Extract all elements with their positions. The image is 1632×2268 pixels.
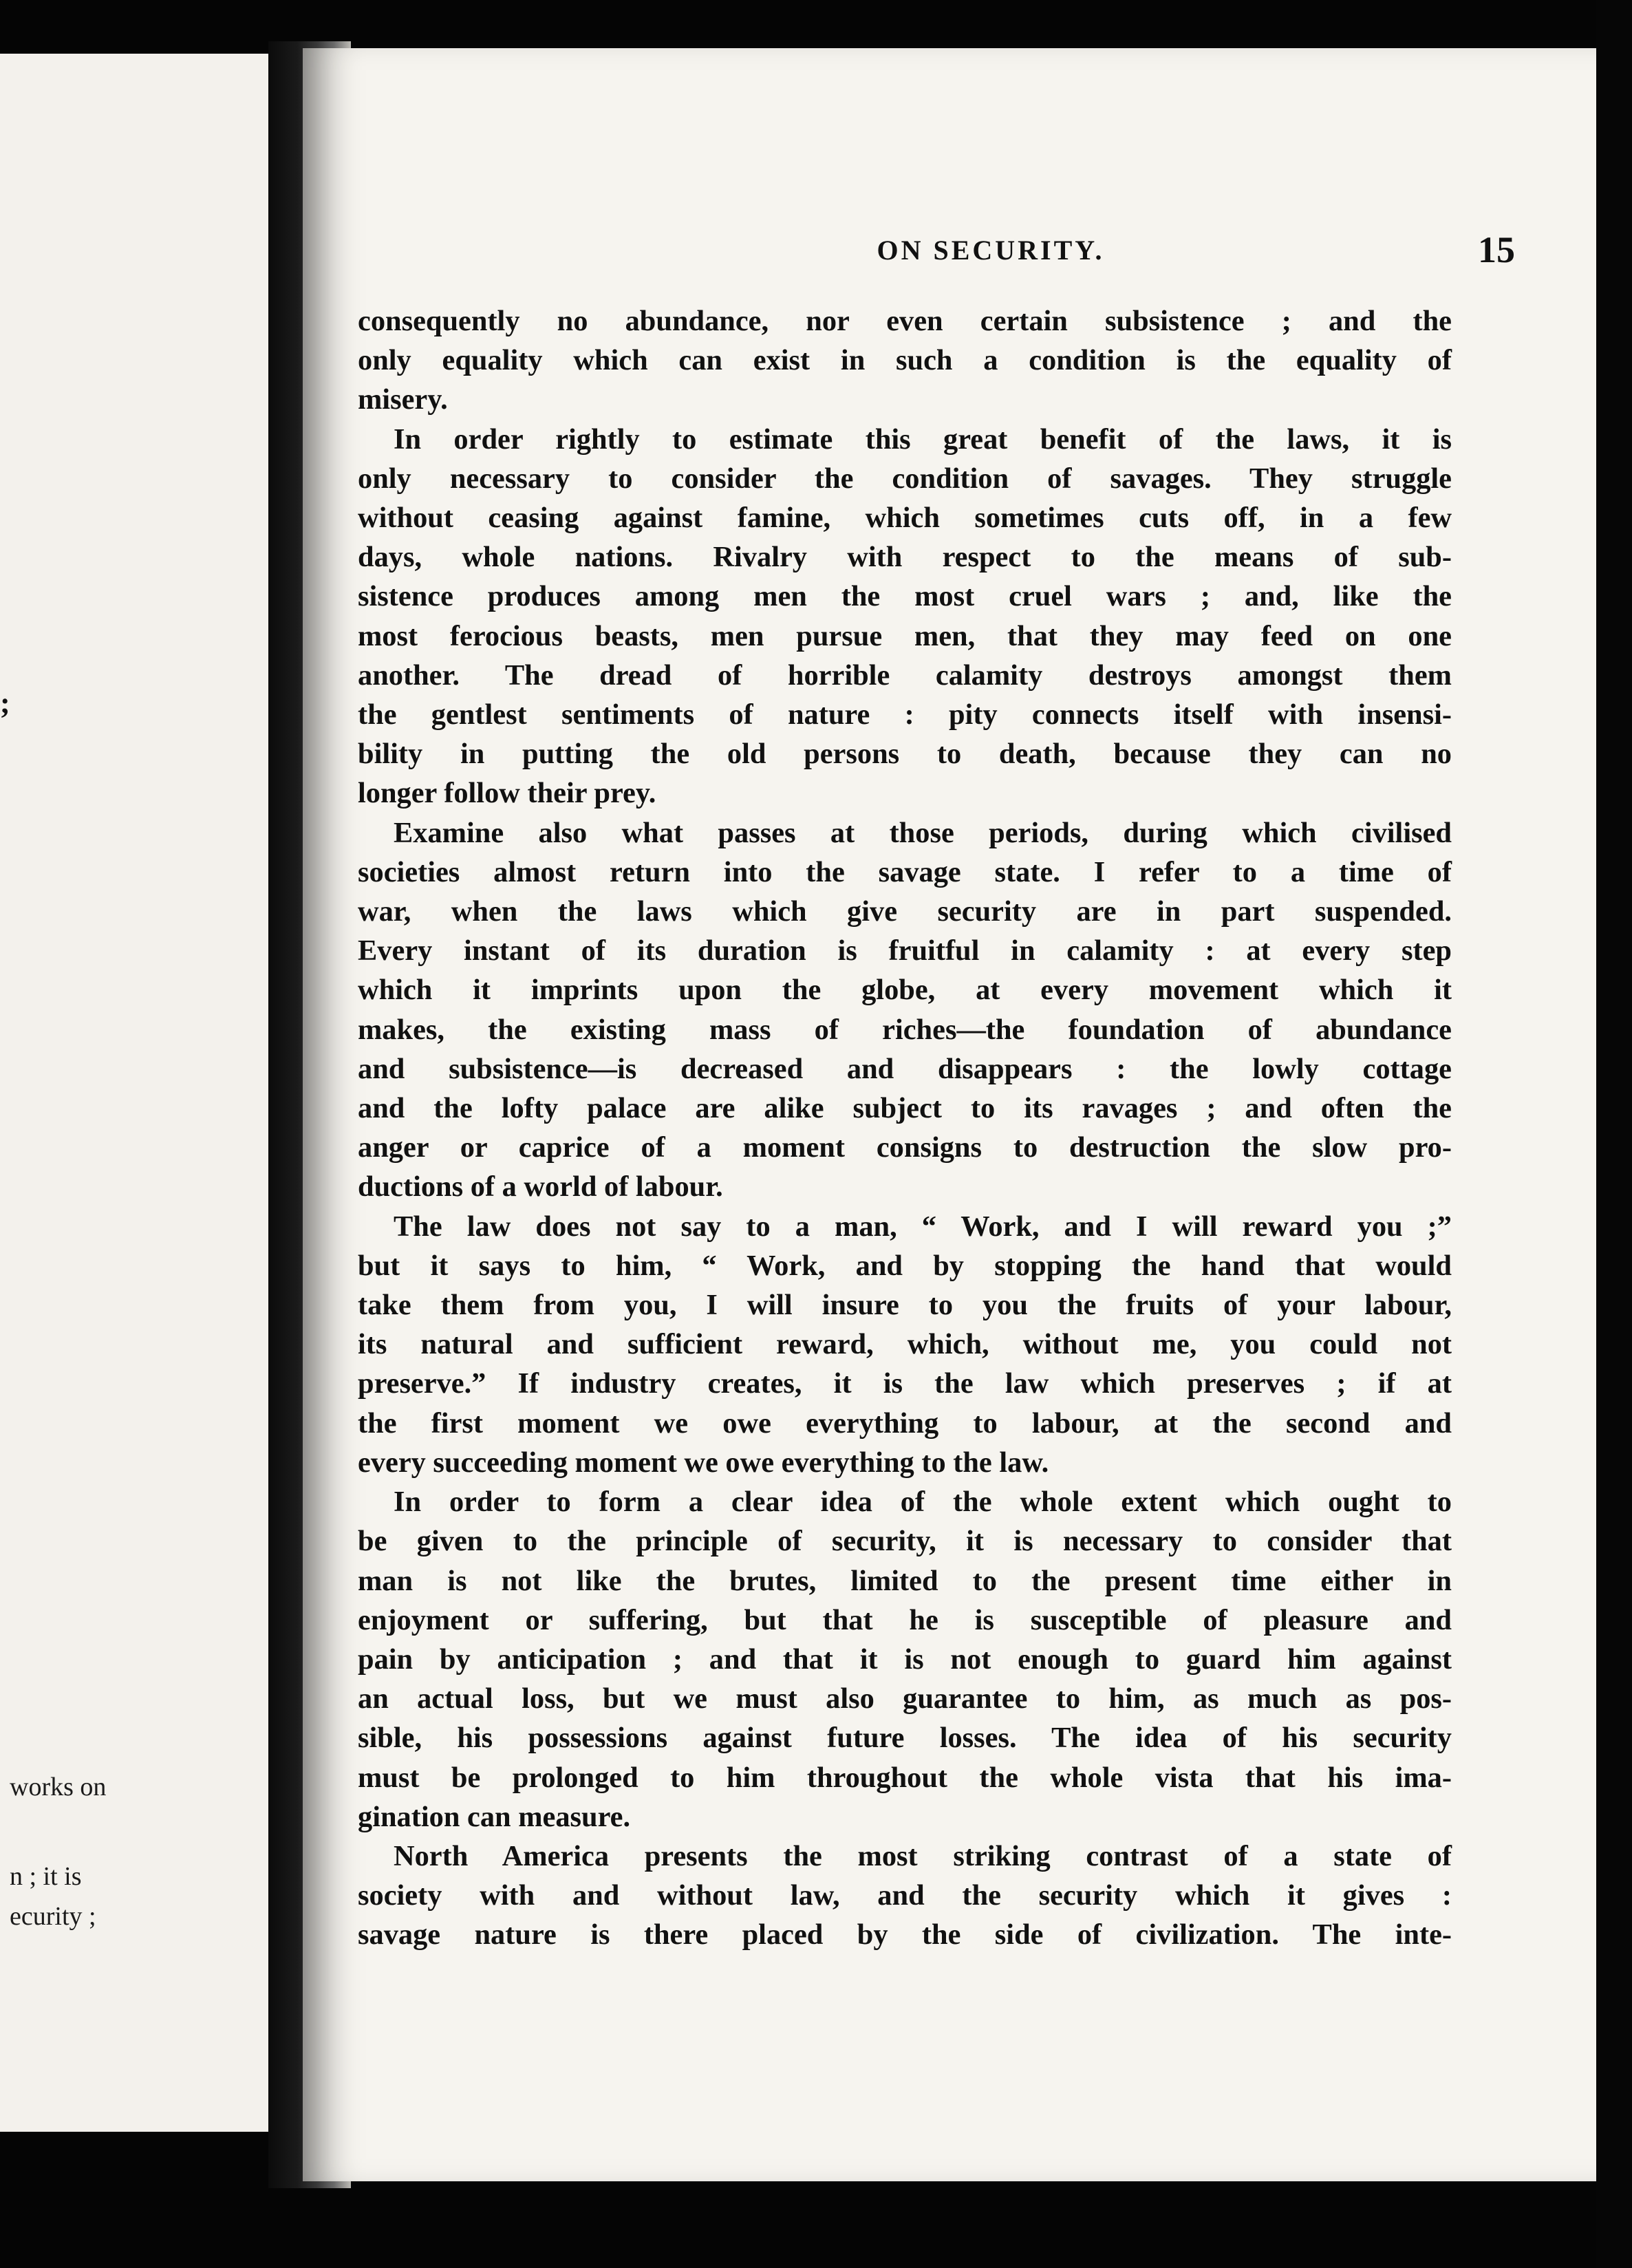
text-line: pain by anticipation ; and that it is not enough to guard him against (358, 1643, 1452, 1676)
text-line: gination can measure. (358, 1800, 631, 1833)
text-line: society with and without law, and the security which it gives : (358, 1879, 1452, 1912)
previous-page-fragment: works on (10, 1773, 107, 1801)
text-line: man is not like the brutes, limited to the present time either in (358, 1564, 1452, 1597)
text-line: consequently no abundance, nor even certain subsistence ; and the (358, 305, 1452, 337)
text-line: only equality which can exist in such a condition is the equality of (358, 344, 1452, 377)
text-line: misery. (358, 383, 448, 416)
body-text (358, 301, 1452, 1955)
text-line: makes, the existing mass of riches—the foundation of abundance (358, 1013, 1452, 1046)
paragraph (358, 1837, 1452, 1955)
text-line: and subsistence—is decreased and disappears : the lowly cottage (358, 1052, 1452, 1085)
paragraph (358, 301, 1452, 420)
paragraph (358, 813, 1452, 1207)
text-line: which it imprints upon the globe, at every movement which it (358, 974, 1452, 1007)
paragraph (358, 420, 1452, 813)
text-line: an actual loss, but we must also guarantee to him, as much as pos- (358, 1682, 1452, 1715)
text-line: sible, his possessions against future losses. The idea of his security (358, 1722, 1452, 1755)
text-line: preserve.” If industry creates, it is the law which preserves ; if at (358, 1367, 1452, 1400)
text-line: be given to the principle of security, it is necessary to consider that (358, 1525, 1452, 1558)
text-line: days, whole nations. Rivalry with respect to the means of sub- (358, 541, 1452, 574)
paragraph (358, 1482, 1452, 1837)
text-line: bility in putting the old persons to death, because they can no (358, 738, 1452, 771)
margin-mark: ; (0, 686, 10, 720)
text-line: the gentlest sentiments of nature : pity connects itself with insensi- (358, 698, 1452, 731)
text-line: societies almost return into the savage state. I refer to a time of (358, 855, 1452, 888)
previous-page (0, 54, 268, 2132)
text-line: and the lofty palace are alike subject to its ravages ; and often the (358, 1092, 1452, 1125)
text-line: without ceasing against famine, which sometimes cuts off, in a few (358, 502, 1452, 535)
text-line: must be prolonged to him throughout the whole vista that his ima- (358, 1761, 1452, 1794)
scan-edge (1596, 0, 1632, 2268)
page-number: 15 (1478, 229, 1515, 270)
previous-page-fragment: n ; it is (10, 1862, 82, 1891)
text-line: ductions of a world of labour. (358, 1170, 723, 1203)
running-head: ON SECURITY. (877, 235, 1105, 266)
text-line: every succeeding moment we owe everything to the law. (358, 1446, 1049, 1479)
text-line: only necessary to consider the condition of savages. They struggle (358, 462, 1452, 495)
text-line: The law does not say to a man, “ Work, and I will reward you ;” (394, 1210, 1452, 1243)
text-line: war, when the laws which give security are in part suspended. (358, 895, 1452, 928)
paragraph (358, 1207, 1452, 1482)
text-line: sistence produces among men the most cruel wars ; and, like the (358, 580, 1452, 613)
text-line: Every instant of its duration is fruitful in calamity : at every step (358, 934, 1452, 967)
text-line: longer follow their prey. (358, 777, 656, 810)
text-line: enjoyment or suffering, but that he is susceptible of pleasure and (358, 1603, 1452, 1636)
text-line: In order rightly to estimate this great benefit of the laws, it is (394, 422, 1452, 456)
text-line: North America presents the most striking contrast of a state of (394, 1839, 1452, 1872)
text-line: take them from you, I will insure to you the fruits of your labour, (358, 1289, 1452, 1322)
text-line: most ferocious beasts, men pursue men, that they may feed on one (358, 619, 1452, 652)
text-line: Examine also what passes at those periods, during which civilised (394, 816, 1452, 849)
previous-page-fragment: ecurity ; (10, 1902, 96, 1931)
text-line: savage nature is there placed by the side of civilization. The inte- (358, 1918, 1452, 1951)
text-line: anger or caprice of a moment consigns to destruction the slow pro- (358, 1131, 1452, 1164)
text-line: In order to form a clear idea of the whole extent which ought to (394, 1486, 1452, 1519)
current-page (303, 48, 1596, 2181)
text-line: another. The dread of horrible calamity destroys amongst them (358, 659, 1452, 692)
text-line: the first moment we owe everything to labour, at the second and (358, 1406, 1452, 1440)
text-line: but it says to him, “ Work, and by stopping the hand that would (358, 1249, 1452, 1282)
text-line: its natural and sufficient reward, which, without me, you could not (358, 1328, 1452, 1361)
